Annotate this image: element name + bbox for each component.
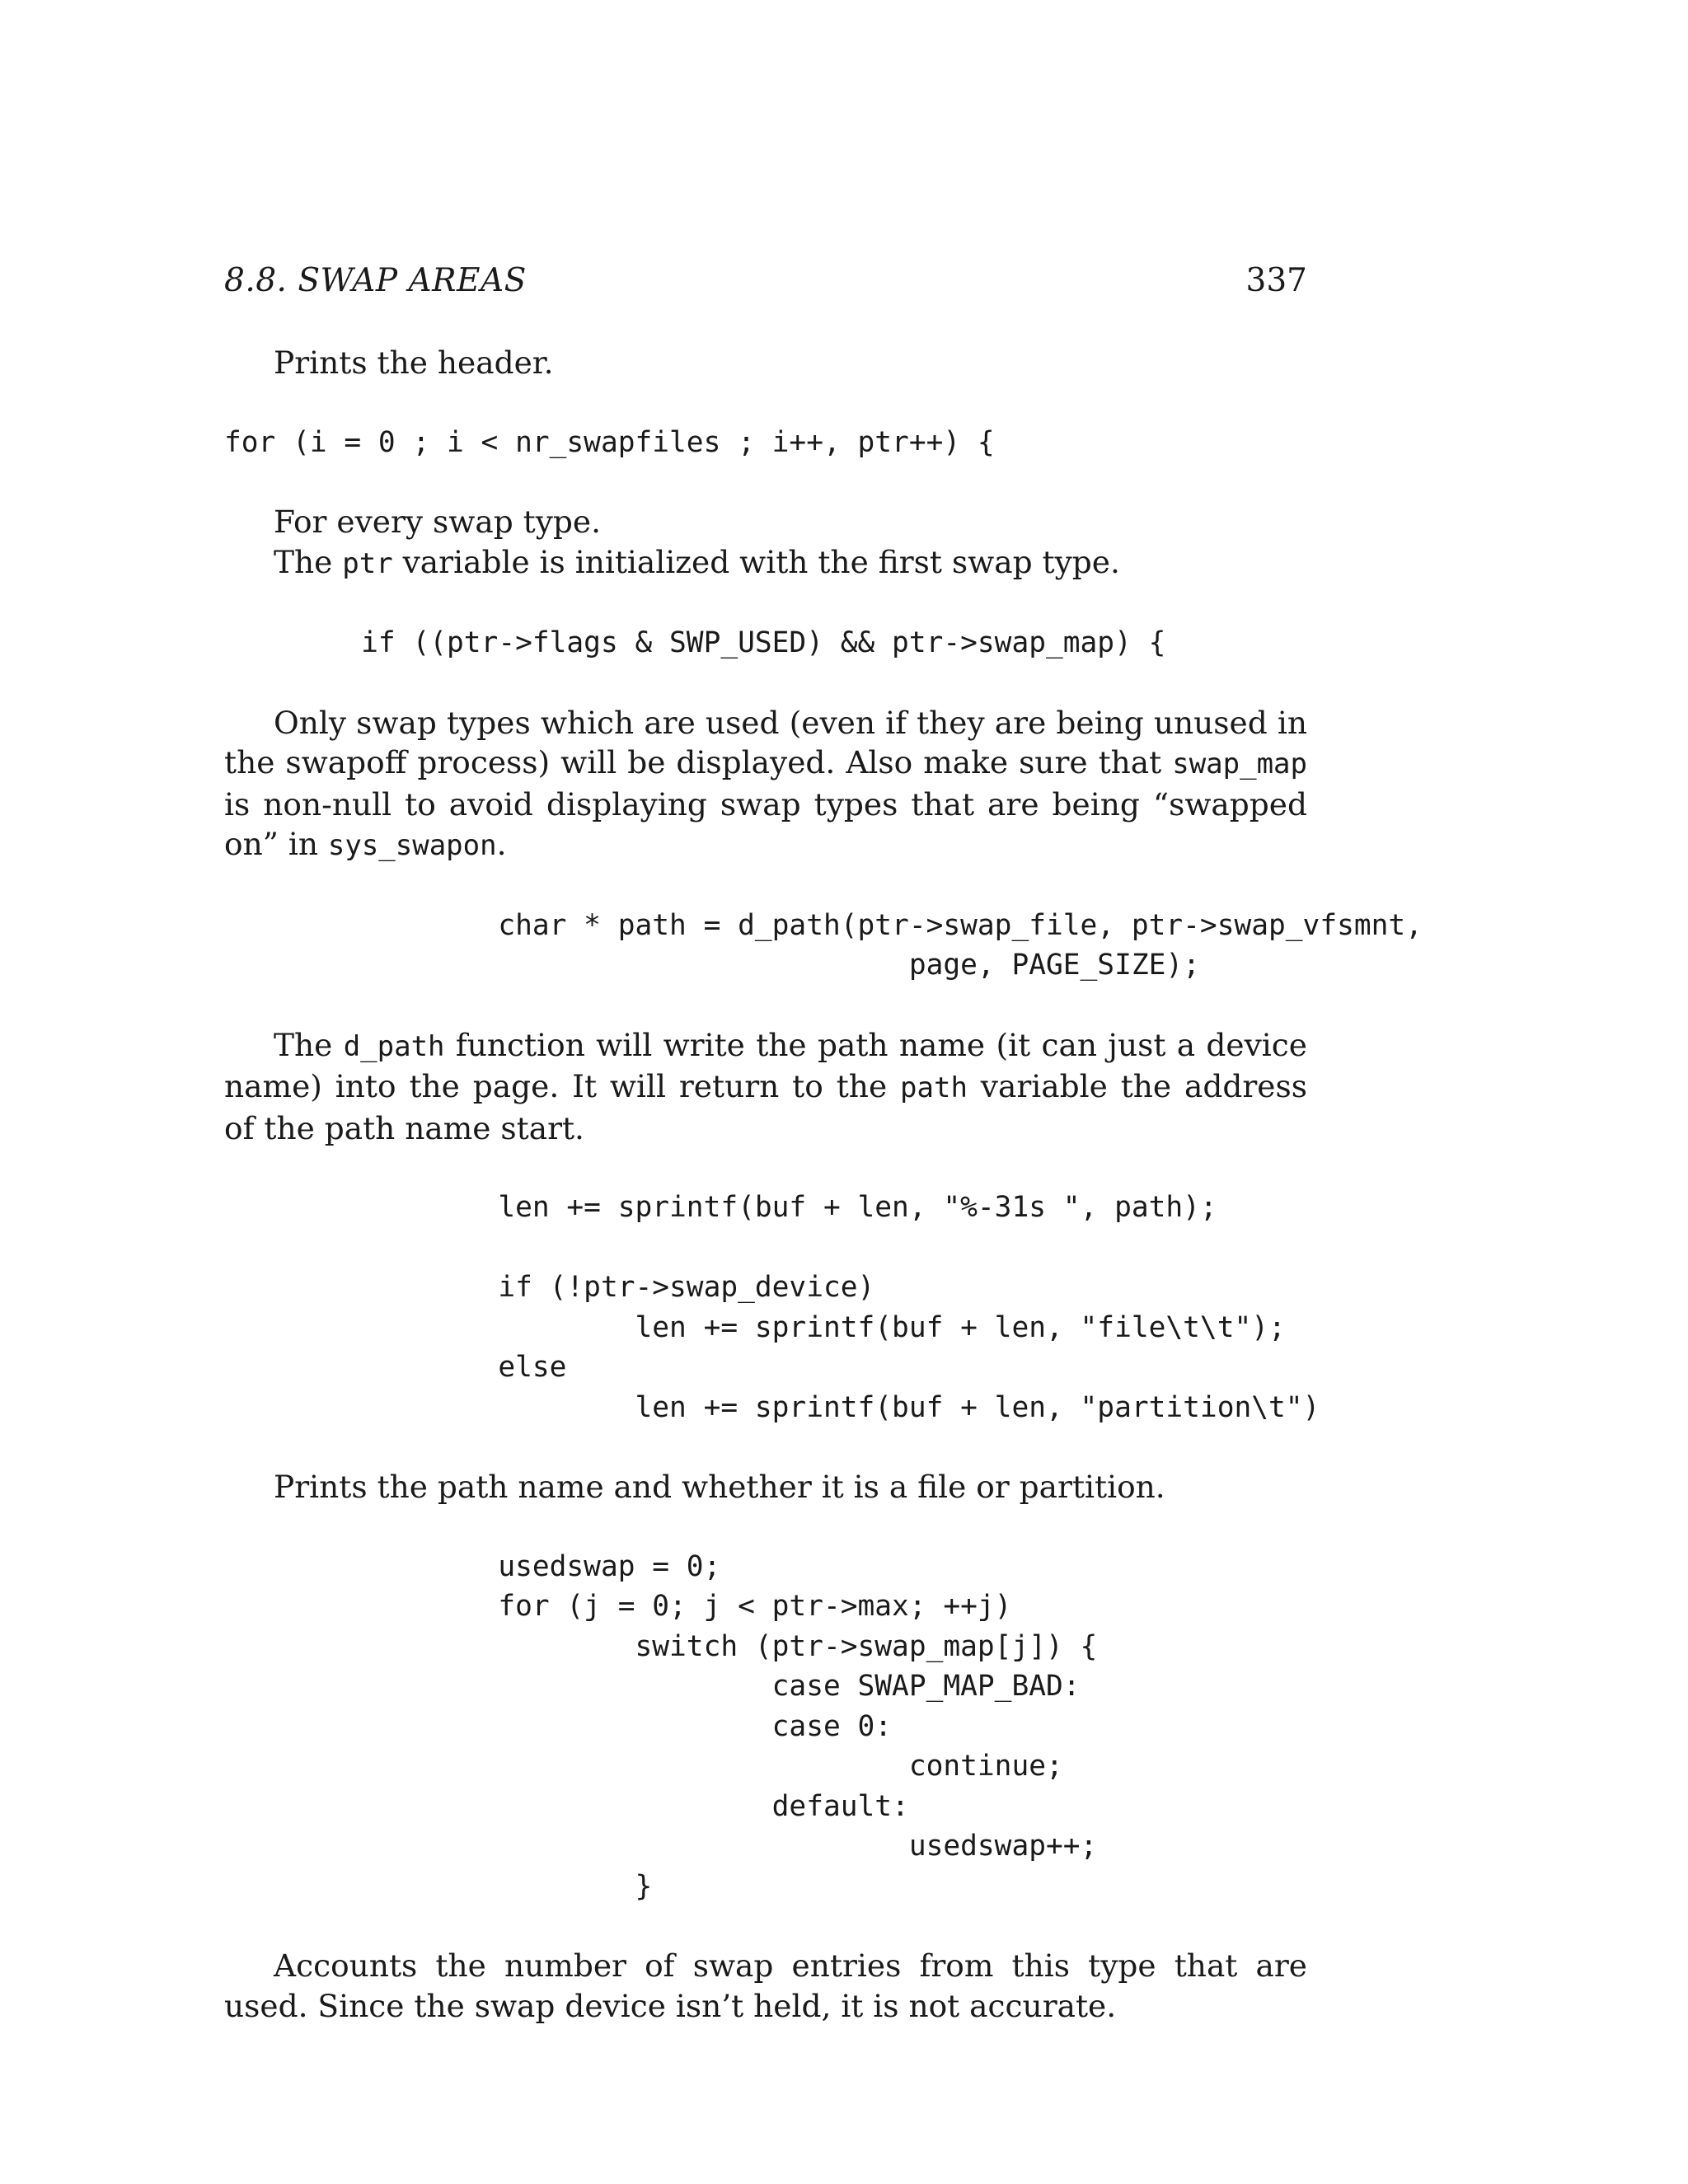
text-span: function will write the path name (it can just a device name) into the page. It will return to the <box>224 1026 1307 1104</box>
code-block-usedswap: usedswap = 0; for (j = 0; j < ptr->max; ++j) switch (ptr->swap_map[j]) { case SWAP_MAP_BAD: case 0: continue; default: usedswap++; } <box>498 1549 1098 1903</box>
inline-code-path: path <box>900 1071 968 1104</box>
text-span: The <box>274 1026 344 1063</box>
paragraph-ptr-variable <box>224 542 1307 584</box>
code-block-sprintf: len += sprintf(buf + len, "%-31s ", path); if (!ptr->swap_device) len += sprintf(buf + len, "file\t\t"); else len += sprintf(buf + len, "partition\t") <box>498 1191 1320 1424</box>
paragraph-prints-header: Prints the header. <box>274 344 554 381</box>
text-span: The <box>274 543 343 580</box>
document-page <box>224 262 1423 2026</box>
inline-code-swap-map: swap_map <box>1172 748 1307 780</box>
paragraph-d-path-function <box>224 1025 1307 1149</box>
text-span: variable the address of the path name start. <box>224 1068 1307 1146</box>
code-block-if-flags: if ((ptr->flags & SWP_USED) && ptr->swap_map) { <box>224 626 1166 659</box>
code-block-d-path: char * path = d_path(ptr->swap_file, ptr->swap_vfsmnt, page, PAGE_SIZE); <box>498 908 1423 982</box>
page-number: 337 <box>1245 262 1307 299</box>
inline-code-sys-swapon: sys_swapon <box>327 829 497 862</box>
text-span: For every swap type. <box>274 504 601 540</box>
text-span: variable is initialized with the first swap type. <box>392 543 1120 580</box>
running-header <box>224 262 1307 303</box>
paragraph-prints-path-name: Prints the path name and whether it is a file or partition. <box>274 1469 1165 1505</box>
paragraph-accounts-entries: Accounts the number of swap entries from this type that are used. Since the swap device isn’t held, it is not accurate. <box>224 1947 1307 2024</box>
text-span: . <box>496 826 507 862</box>
inline-code-d-path: d_path <box>343 1029 445 1063</box>
inline-code-ptr: ptr <box>342 546 393 580</box>
paragraph-only-swap-types <box>224 703 1307 866</box>
text-span: is non-null to avoid displaying swap types that are being “swapped on” in <box>224 785 1307 862</box>
text-span: Only swap types which are used (even if they are being unused in the swapoff process) will be displayed. Also make sure that <box>224 704 1307 780</box>
code-block-for-loop: for (i = 0 ; i < nr_swapfiles ; i++, ptr++) { <box>224 425 995 459</box>
chapter-title: 8.8. SWAP AREAS <box>224 262 527 299</box>
paragraph-every-swap-type <box>224 502 1307 542</box>
